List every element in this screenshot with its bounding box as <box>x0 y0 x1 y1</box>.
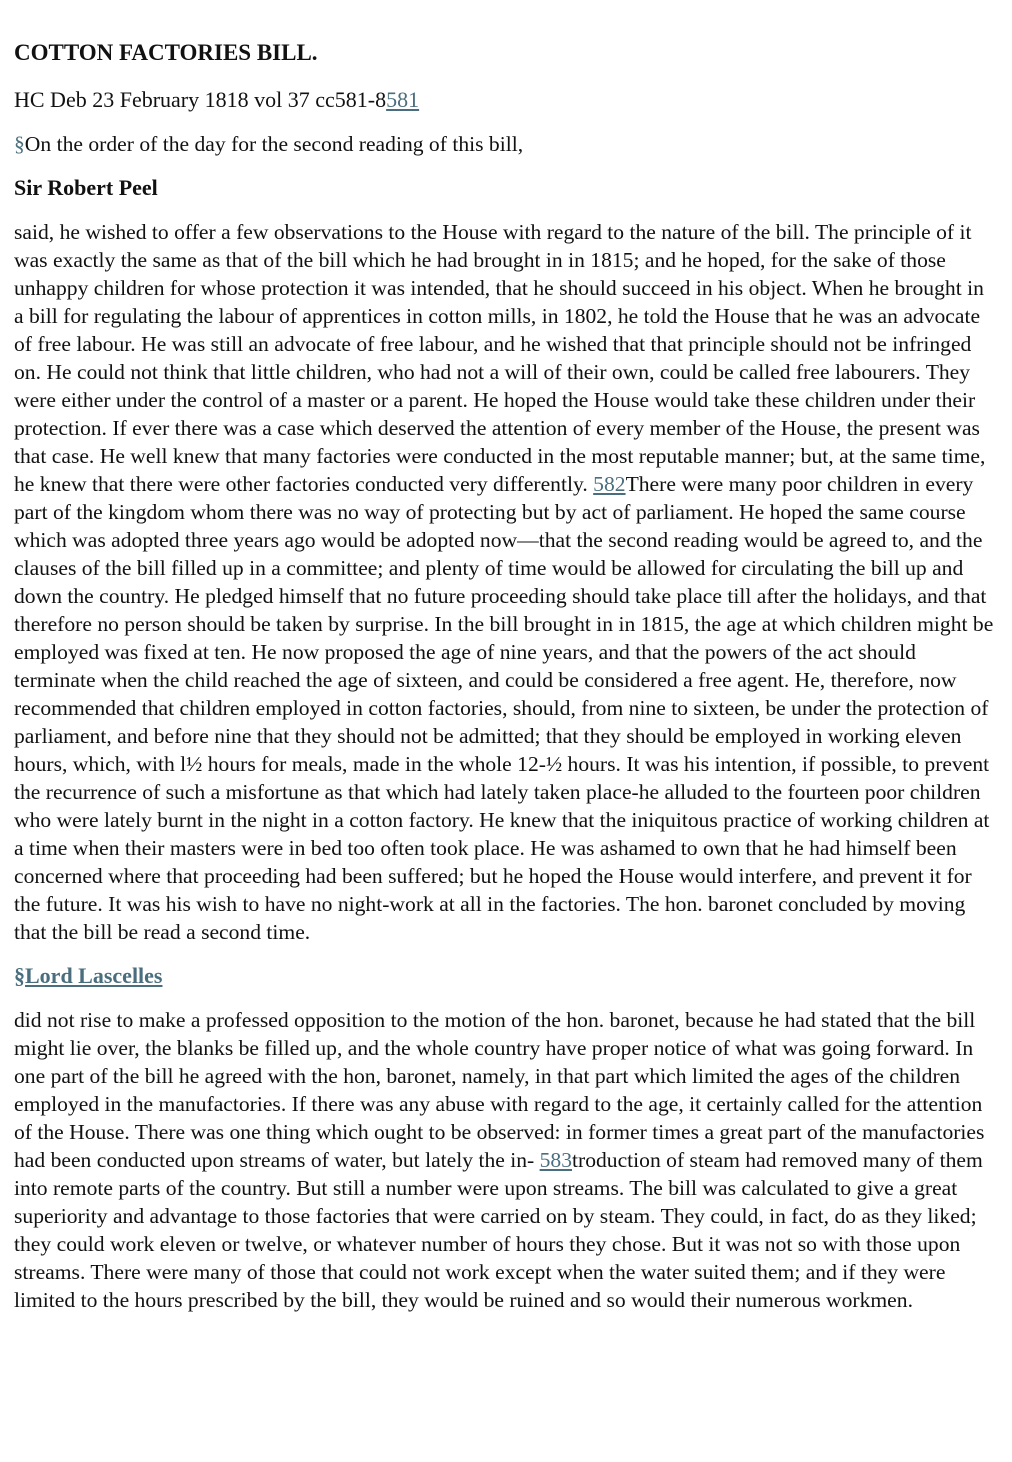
section-mark-icon[interactable]: § <box>14 132 25 156</box>
intro-paragraph <box>14 130 998 158</box>
speech-text: There were many poor children in every part of the kingdom whom there was no way of protecting but by act of parliament. He hoped the same course which was adopted three years ago would be adopted now—that the second reading would be agreed to, and the clauses of the bill filled up in a committee; and plenty of time would be allowed for circulating the bill up and down the country. He pledged himself that no future proceeding should take place till after the holidays, and that therefore no person should be taken by surprise. In the bill brought in in 1815, the age at which children might be employed was fixed at ten. He now proposed the age of nine years, and that the powers of the act should terminate when the child reached the age of sixteen, and could be considered a free agent. He, therefore, now recommended that children employed in cotton factories, should, from nine to sixteen, be under the protection of parliament, and before nine that they should not be admitted; that they should be employed in working eleven hours, which, with l½ hours for meals, made in the whole 12-½ hours. It was his intention, if possible, to prevent the recurrence of such a misfortune as that which had lately taken place-he alluded to the fourteen poor children who were lately burnt in the night in a cotton factory. He knew that the iniquitous practice of working children at a time when their masters were in bed too often took place. He was ashamed to own that he had himself been concerned where that proceeding had been suffered; but he hoped the House would interfere, and prevent it for the future. It was his wish to have no night-work at all in the factories. The hon. baronet concluded by moving that the bill be read a second time. <box>14 472 994 944</box>
speech-paragraph <box>14 218 998 946</box>
section-mark-icon[interactable]: § <box>14 963 25 988</box>
speech-text: said, he wished to offer a few observations to the House with regard to the nature of the bill. The principle of it was exactly the same as that of the bill which he had brought in in 1815; and he hoped, for the sake of those unhappy children for whose protection it was intended, that he should succeed in his object. When he brought in a bill for regulating the labour of apprentices in cotton mills, in 1802, he told the House that he was an advocate of free labour. He was still an advocate of free labour, and he wished that that principle should not be infringed on. He could not think that little children, who had not a will of their own, could be called free labourers. They were either under the control of a master or a parent. He hoped the House would take these children under their protection. If ever there was a case which deserved the attention of every member of the House, the present was that case. He well knew that many factories were conducted in the most reputable manner; but, at the same time, he knew that there were other factories conducted very differently. <box>14 220 986 496</box>
speaker-link-lord-lascelles[interactable]: Lord Lascelles <box>25 963 163 988</box>
page-title: COTTON FACTORIES BILL. <box>14 40 318 65</box>
speech-paragraph <box>14 1006 998 1314</box>
column-link-581[interactable]: 581 <box>386 87 420 112</box>
reference-text: HC Deb 23 February 1818 vol 37 cc581-8 <box>14 87 387 112</box>
speaker-name: Sir Robert Peel <box>14 175 158 200</box>
speech-text: troduction of steam had removed many of them into remote parts of the country. But still a number were upon streams. The bill was calculated to give a great superiority and advantage to those factories that were carried on by steam. They could, in fact, do as they liked; they could work eleven or twelve, or whatever number of hours they chose. But it was not so with those upon streams. There were many of those that could not work except when the water suited them; and if they were limited to the hours prescribed by the bill, they would be ruined and so would their numerous workmen. <box>14 1148 983 1312</box>
hansard-reference <box>14 86 998 114</box>
intro-text: On the order of the day for the second reading of this bill, <box>24 132 524 156</box>
speech-text: did not rise to make a professed opposition to the motion of the hon. baronet, because he had stated that the bill might lie over, the blanks be filled up, and the whole country have proper notice of what was going forward. In one part of the bill he agreed with the hon, baronet, namely, in that part which limited the ages of the children employed in the manufactories. If there was any abuse with regard to the age, it certainly called for the attention of the House. There was one thing which ought to be observed: in former times a great part of the manufactories had been conducted upon streams of water, but lately the in- <box>14 1008 985 1172</box>
speaker-heading <box>14 962 998 990</box>
column-link-583[interactable]: 583 <box>539 1148 572 1172</box>
column-link-582[interactable]: 582 <box>593 472 626 496</box>
